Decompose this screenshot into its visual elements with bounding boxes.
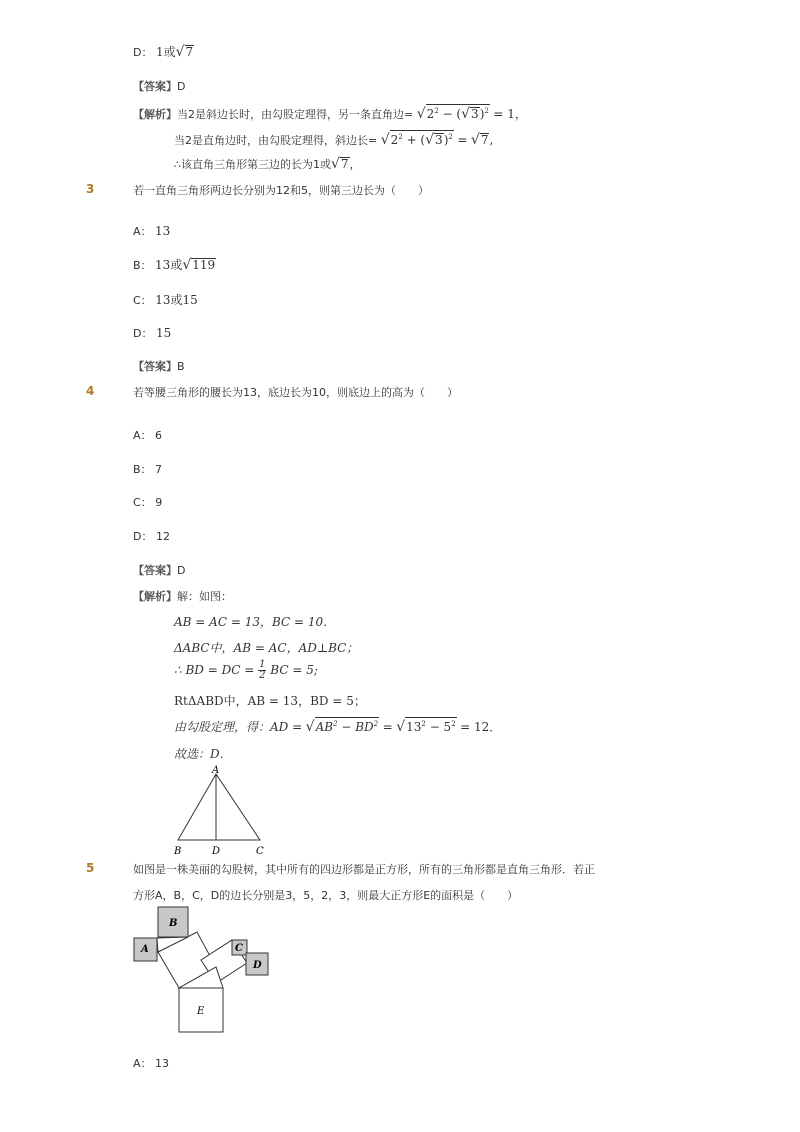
option-d: D： 15 <box>133 326 172 340</box>
q3-answer: 【答案】B <box>133 360 185 373</box>
vertex-label-b: B <box>174 846 182 857</box>
question-number: 4 <box>86 384 95 398</box>
question-stem-line1: 如图是一株美丽的勾股树，其中所有的四边形都是正方形，所有的三角形都是直角三角形．若正 <box>133 863 595 876</box>
prev-analysis-line1: 【解析】当2是斜边长时，由勾股定理得，另一条直角边= $√2^2 - (√3)^2 = 1$， <box>133 106 527 122</box>
prev-analysis-line2: 当2是直角边时，由勾股定理得，斜边长= $√2^2 + (√3)^2 = √7$, <box>174 132 494 148</box>
fraction: $\frac{1}{2}$ <box>259 659 266 681</box>
radical-expression: $2^2 - (√3)^2$ <box>426 106 489 122</box>
label-e: E <box>197 1006 205 1017</box>
question-stem: 若等腰三角形的腰长为13，底边长为10，则底边上的高为（ ） <box>133 386 458 399</box>
triangle-abc <box>178 774 260 840</box>
analysis-tag: 【解析】 <box>133 108 177 121</box>
analysis-step: ∴ BD = DC = $\frac{1}{2}$ BC = 5; <box>174 659 318 681</box>
vertex-label-d: D <box>212 846 221 857</box>
prev-answer <box>133 78 185 94</box>
option-c: C： 13或15 <box>133 293 198 307</box>
analysis-step: AB = AC = 13，BC = 10． <box>174 615 336 629</box>
option-d: D： 12 <box>133 530 170 543</box>
question-number: 5 <box>86 861 95 875</box>
label-a: A <box>141 944 149 955</box>
question-stem: 若一直角三角形两边长分别为12和5，则第三边长为（ ） <box>133 184 429 197</box>
label-c: C <box>235 943 243 954</box>
option-a: A： 13 <box>133 224 171 238</box>
option-c: C： 9 <box>133 496 163 509</box>
pythagorean-tree-figure <box>130 900 275 1040</box>
analysis-step: RtΔABD中，AB = 13，BD = 5； <box>174 694 366 708</box>
vertex-label-c: C <box>256 846 264 857</box>
q4-answer: 【答案】D <box>133 564 186 577</box>
isosceles-triangle-figure <box>170 762 270 858</box>
answer-value: D <box>177 80 186 93</box>
prev-option-d: D： 1或√7 <box>133 44 194 60</box>
question-stem-line2: 方形A，B，C，D的边长分别是3，5，2，3，则最大正方形E的面积是（ ） <box>133 889 519 902</box>
analysis-step: 由勾股定理，得：AD = $√AB^2 - BD^2 = √13^2 - 5^2 = 12$． <box>174 719 502 735</box>
option-value: 1或 <box>155 45 176 59</box>
option-label: D： <box>133 46 153 59</box>
analysis-step: ΔABC中，AB = AC，AD⊥BC； <box>174 641 359 655</box>
radical-expression: $2^2 + (√3)^2$ <box>390 132 453 148</box>
option-b: B： 13或√119 <box>133 257 216 273</box>
option-a: A： 13 <box>133 1057 170 1070</box>
analysis-step: 故选：D． <box>174 747 232 761</box>
option-a: A： 6 <box>133 429 163 442</box>
label-d: D <box>253 960 262 971</box>
prev-analysis-line3: ∴该直角三角形第三边的长为1或√7， <box>174 156 361 172</box>
answer-tag: 【答案】 <box>133 80 177 93</box>
q4-analysis-intro: 【解析】解：如图： <box>133 590 232 603</box>
question-number: 3 <box>86 182 95 196</box>
label-b: B <box>169 918 178 929</box>
option-b: B： 7 <box>133 463 163 476</box>
radicand: 7 <box>185 45 194 59</box>
vertex-label-a: A <box>212 765 220 776</box>
